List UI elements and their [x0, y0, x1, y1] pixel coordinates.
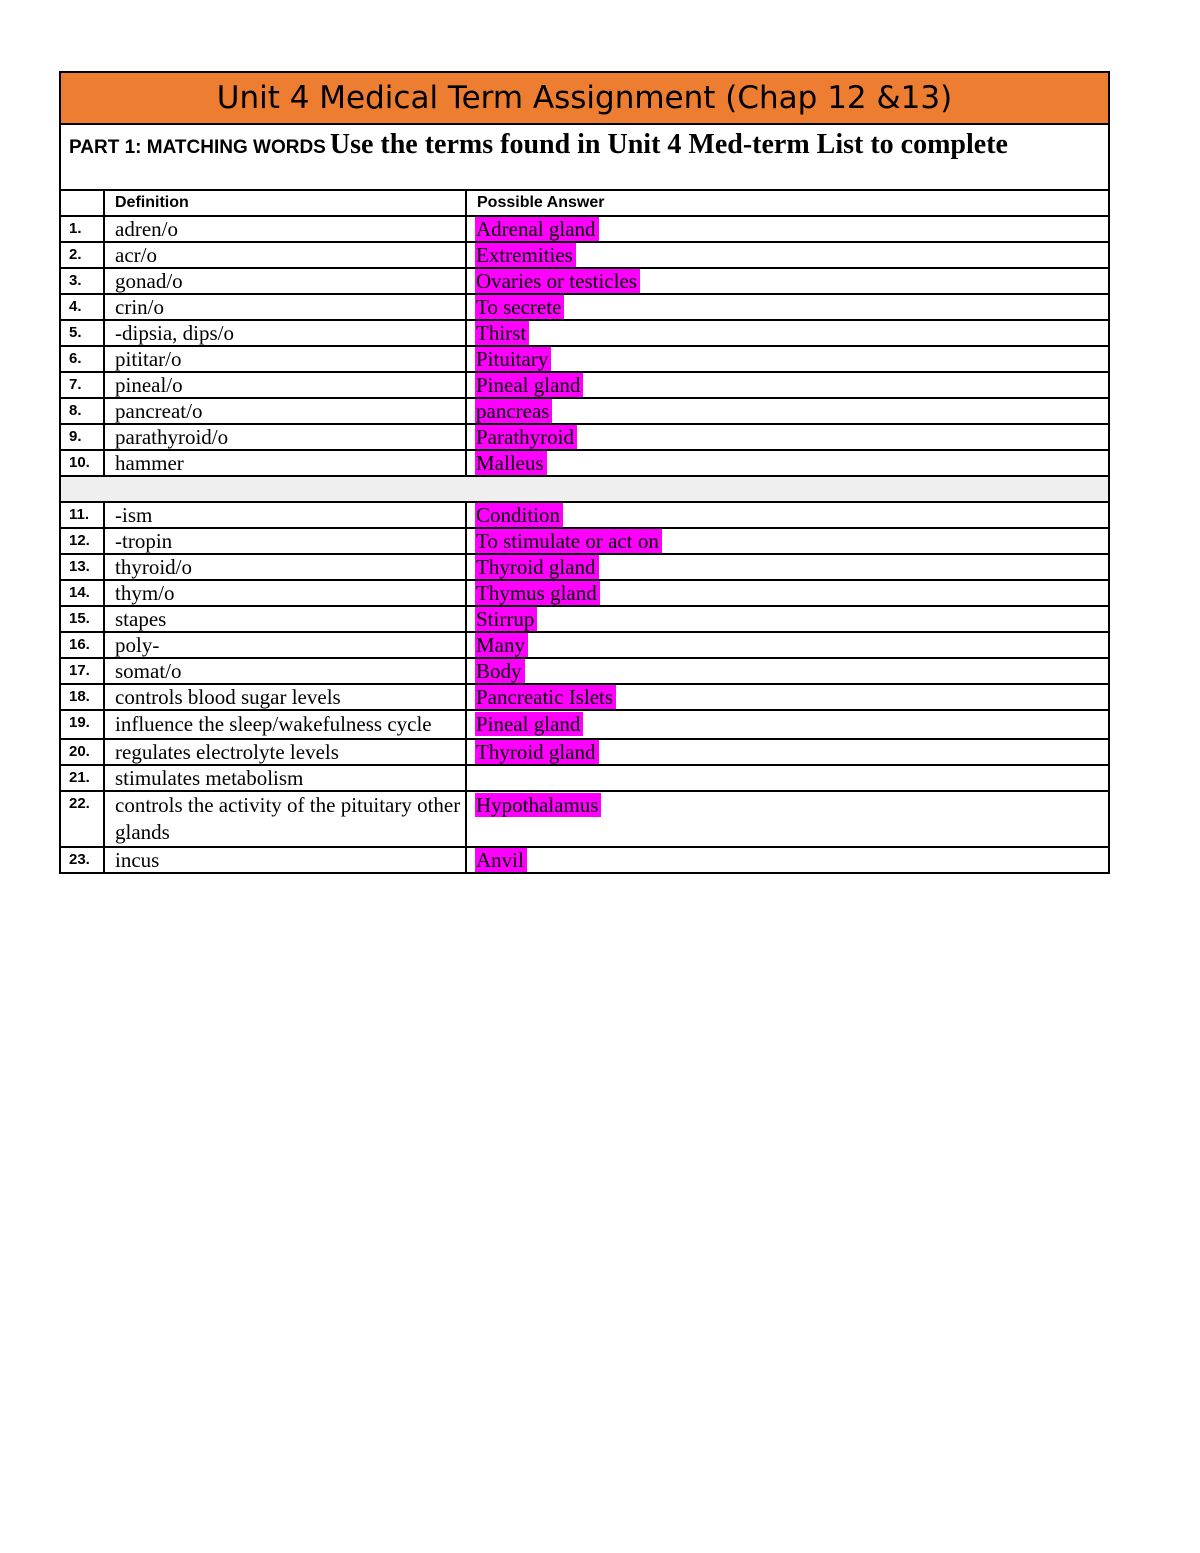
definition-cell: -dipsia, dips/o	[104, 320, 466, 346]
answer-highlight: Extremities	[475, 243, 576, 267]
table-row	[61, 765, 1108, 791]
row-number: 18.	[61, 684, 104, 710]
answer-highlight: Parathyroid	[475, 425, 577, 449]
table-row	[61, 216, 1108, 242]
table-row	[61, 580, 1108, 606]
answer-cell[interactable]	[466, 791, 1108, 847]
definition-cell: parathyroid/o	[104, 424, 466, 450]
row-number: 10.	[61, 450, 104, 476]
terms-table	[61, 191, 1108, 872]
answer-cell[interactable]	[466, 294, 1108, 320]
definition-cell: influence the sleep/wakefulness cycle	[104, 710, 466, 739]
row-number: 15.	[61, 606, 104, 632]
table-row	[61, 320, 1108, 346]
answer-highlight: Thyroid gland	[475, 740, 599, 764]
answer-highlight: pancreas	[475, 399, 552, 423]
answer-cell[interactable]	[466, 398, 1108, 424]
table-row	[61, 684, 1108, 710]
part-instruction: Use the terms found in Unit 4 Med-term List to complete	[329, 129, 1008, 160]
definition-cell: stimulates metabolism	[104, 765, 466, 791]
table-row	[61, 554, 1108, 580]
table-row	[61, 268, 1108, 294]
definition-cell: gonad/o	[104, 268, 466, 294]
definition-cell: stapes	[104, 606, 466, 632]
definition-cell: incus	[104, 847, 466, 872]
row-number: 1.	[61, 216, 104, 242]
answer-cell[interactable]	[466, 710, 1108, 739]
table-row	[61, 502, 1108, 528]
answer-cell[interactable]	[466, 658, 1108, 684]
table-row	[61, 658, 1108, 684]
row-number: 12.	[61, 528, 104, 554]
answer-highlight: To stimulate or act on	[475, 529, 662, 553]
separator-row	[61, 476, 1108, 502]
table-row	[61, 450, 1108, 476]
answer-highlight: Malleus	[475, 451, 547, 475]
answer-highlight: Stirrup	[475, 607, 537, 631]
answer-cell[interactable]	[466, 580, 1108, 606]
answer-highlight: Pineal gland	[475, 373, 583, 397]
table-row	[61, 632, 1108, 658]
table-row	[61, 528, 1108, 554]
row-number: 14.	[61, 580, 104, 606]
answer-highlight: Ovaries or testicles	[475, 269, 640, 293]
row-number: 5.	[61, 320, 104, 346]
number-header	[61, 191, 104, 216]
answer-cell[interactable]	[466, 847, 1108, 872]
definition-cell: adren/o	[104, 216, 466, 242]
definition-cell: controls the activity of the pituitary other glands	[104, 791, 466, 847]
row-number: 13.	[61, 554, 104, 580]
table-row	[61, 346, 1108, 372]
answer-highlight: Anvil	[475, 848, 527, 872]
row-number: 21.	[61, 765, 104, 791]
answer-highlight: To secrete	[475, 295, 564, 319]
answer-cell[interactable]	[466, 502, 1108, 528]
answer-highlight: Many	[475, 633, 528, 657]
row-number: 17.	[61, 658, 104, 684]
row-number: 22.	[61, 791, 104, 847]
definition-cell: crin/o	[104, 294, 466, 320]
definition-header: Definition	[104, 191, 466, 216]
row-number: 23.	[61, 847, 104, 872]
row-number: 16.	[61, 632, 104, 658]
definition-cell: -ism	[104, 502, 466, 528]
part-heading	[61, 125, 1108, 191]
answer-cell[interactable]	[466, 424, 1108, 450]
row-number: 6.	[61, 346, 104, 372]
answer-highlight: Thyroid gland	[475, 555, 599, 579]
definition-cell: poly-	[104, 632, 466, 658]
definition-cell: thyroid/o	[104, 554, 466, 580]
answer-cell[interactable]	[466, 320, 1108, 346]
answer-highlight: Pancreatic Islets	[475, 685, 616, 709]
table-row	[61, 294, 1108, 320]
table-row	[61, 606, 1108, 632]
row-number: 8.	[61, 398, 104, 424]
answer-cell[interactable]	[466, 372, 1108, 398]
table-row	[61, 424, 1108, 450]
worksheet	[59, 71, 1110, 874]
table-row	[61, 847, 1108, 872]
table-row	[61, 791, 1108, 847]
answer-cell[interactable]	[466, 450, 1108, 476]
table-row	[61, 372, 1108, 398]
answer-cell[interactable]	[466, 554, 1108, 580]
definition-cell: pititar/o	[104, 346, 466, 372]
row-number: 2.	[61, 242, 104, 268]
row-number: 4.	[61, 294, 104, 320]
definition-cell: somat/o	[104, 658, 466, 684]
header-row	[61, 191, 1108, 216]
answer-highlight: Condition	[475, 503, 563, 527]
row-number: 19.	[61, 710, 104, 739]
answer-cell[interactable]	[466, 632, 1108, 658]
definition-cell: controls blood sugar levels	[104, 684, 466, 710]
answer-header: Possible Answer	[466, 191, 1108, 216]
definition-cell: pineal/o	[104, 372, 466, 398]
page-title: Unit 4 Medical Term Assignment (Chap 12 &13)	[61, 73, 1108, 125]
definition-cell: regulates electrolyte levels	[104, 739, 466, 765]
answer-cell[interactable]	[466, 739, 1108, 765]
answer-highlight: Pituitary	[475, 347, 551, 371]
answer-cell[interactable]	[466, 216, 1108, 242]
answer-cell[interactable]	[466, 268, 1108, 294]
definition-cell: hammer	[104, 450, 466, 476]
row-number: 9.	[61, 424, 104, 450]
answer-highlight: Pineal gland	[475, 712, 583, 736]
answer-cell[interactable]	[466, 528, 1108, 554]
definition-cell: -tropin	[104, 528, 466, 554]
row-number: 11.	[61, 502, 104, 528]
answer-cell[interactable]	[466, 765, 1108, 791]
table-row	[61, 739, 1108, 765]
answer-highlight: Thirst	[475, 321, 529, 345]
row-number: 3.	[61, 268, 104, 294]
answer-cell[interactable]	[466, 684, 1108, 710]
answer-cell[interactable]	[466, 242, 1108, 268]
definition-cell: pancreat/o	[104, 398, 466, 424]
row-number: 20.	[61, 739, 104, 765]
table-row	[61, 398, 1108, 424]
answer-highlight: Thymus gland	[475, 581, 600, 605]
answer-cell[interactable]	[466, 346, 1108, 372]
definition-cell: acr/o	[104, 242, 466, 268]
table-row	[61, 242, 1108, 268]
answer-highlight: Hypothalamus	[475, 793, 601, 817]
table-row	[61, 710, 1108, 739]
definition-cell: thym/o	[104, 580, 466, 606]
answer-highlight: Body	[475, 659, 525, 683]
separator-cell	[61, 476, 1108, 502]
answer-cell[interactable]	[466, 606, 1108, 632]
answer-highlight: Adrenal gland	[475, 217, 599, 241]
row-number: 7.	[61, 372, 104, 398]
part-label: PART 1: MATCHING WORDS	[69, 137, 326, 158]
